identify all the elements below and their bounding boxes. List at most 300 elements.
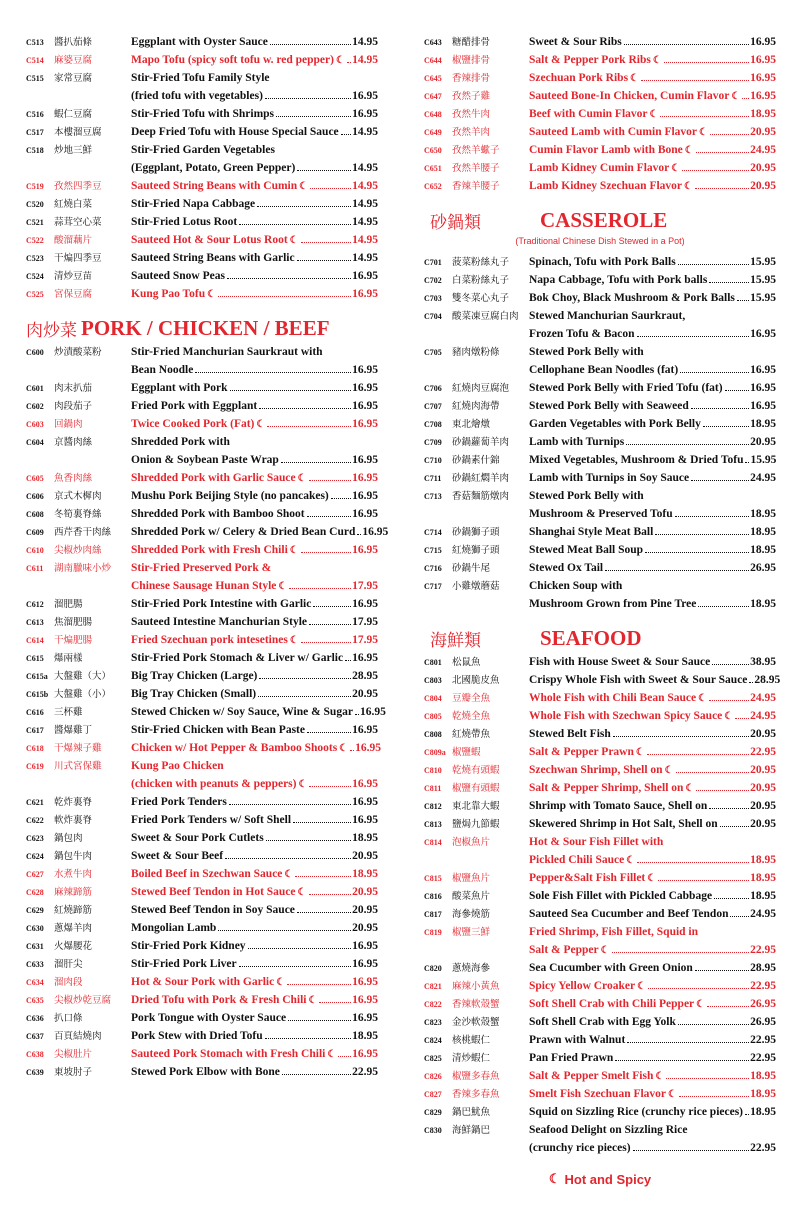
- menu-item: [424, 743, 776, 761]
- menu-item: [424, 523, 776, 541]
- item-name-text: Spinach, Tofu with Pork Balls: [529, 256, 676, 268]
- item-price: 26.95: [750, 998, 776, 1010]
- menu-item-line: [424, 361, 776, 379]
- item-name: [131, 649, 378, 667]
- menu-item: [26, 177, 378, 195]
- item-price: 18.95: [750, 1088, 776, 1100]
- item-price: 18.95: [352, 868, 378, 880]
- item-name-text: Sauteed Intestine Manchurian Style: [131, 616, 308, 628]
- leader-dots: [265, 1038, 352, 1039]
- item-name: [529, 923, 776, 941]
- item-name-text: Fried Pork with Eggplant: [131, 400, 258, 412]
- menu-item-line: [424, 833, 776, 851]
- item-name: [529, 51, 776, 70]
- menu-item: [26, 649, 378, 667]
- item-chinese-name: 海鮮鍋巴: [452, 1125, 491, 1136]
- menu-item-line: [424, 779, 776, 797]
- item-name-text: Sweet & Sour Pork Cutlets: [131, 832, 264, 844]
- item-name-text: Crispy Whole Fish with Sweet & Sour Sauce: [529, 674, 748, 686]
- item-name: [131, 775, 378, 794]
- chili-pepper-icon: ☾: [207, 289, 217, 300]
- menu-item-line: [26, 541, 378, 559]
- item-price: 16.95: [352, 1048, 378, 1060]
- leader-dots: [605, 570, 749, 571]
- leader-dots: [218, 296, 351, 297]
- leader-dots: [637, 336, 750, 337]
- item-name-text: Shredded Pork with Fresh Chili: [131, 544, 288, 556]
- item-name-text: Hot & Sour Pork with Garlic: [131, 976, 275, 988]
- item-name-text: Sauteed Lamb with Cumin Flavor: [529, 126, 698, 138]
- item-code: C515: [26, 74, 44, 83]
- chili-pepper-icon: ☾: [298, 779, 308, 790]
- item-name: [529, 123, 776, 142]
- item-name-text: Cumin Flavor Lamb with Bone: [529, 144, 683, 156]
- item-price: 22.95: [750, 980, 776, 992]
- chili-pepper-icon: ☾: [655, 1071, 665, 1082]
- item-code: C619: [26, 762, 44, 771]
- leader-dots: [664, 62, 749, 63]
- menu-item: [424, 1031, 776, 1049]
- item-name-text: Garden Vegetables with Pork Belly: [529, 418, 701, 430]
- item-code: C606: [26, 492, 44, 501]
- item-code: C648: [424, 110, 442, 119]
- item-name-text: Seafood Delight on Sizzling Rice: [529, 1124, 688, 1136]
- menu-item: [26, 105, 378, 123]
- item-chinese-name: 紅燒肉海帶: [452, 401, 500, 412]
- item-chinese-name: 蒜茸空心菜: [54, 217, 102, 228]
- leader-dots: [301, 552, 351, 553]
- item-name-text: Chicken Soup with: [529, 580, 623, 592]
- item-chinese-name: 香辣軟殼蟹: [452, 999, 500, 1010]
- item-name: [131, 361, 378, 379]
- item-name: [529, 541, 776, 559]
- item-chinese-name: 焦溜肥腸: [54, 617, 93, 628]
- leader-dots: [647, 754, 749, 755]
- item-code: C813: [424, 820, 442, 829]
- menu-item-line: [424, 307, 776, 325]
- item-price: 18.95: [750, 418, 776, 430]
- item-code: C513: [26, 38, 44, 47]
- item-price: 16.95: [352, 288, 378, 300]
- item-code: C628: [26, 888, 44, 897]
- item-name-text: Big Tray Chicken (Large): [131, 670, 258, 682]
- menu-item-line: [26, 721, 378, 739]
- menu-item-line: [424, 433, 776, 451]
- item-name: [529, 69, 776, 88]
- item-chinese-name: 溜肝尖: [54, 959, 83, 970]
- leader-dots: [309, 624, 351, 625]
- menu-item-line: [26, 685, 378, 703]
- item-name-text: Sauteed Snow Peas: [131, 270, 225, 282]
- menu-item-line: [424, 177, 776, 195]
- leader-dots: [239, 966, 352, 967]
- chili-pepper-icon: ☾: [630, 73, 640, 84]
- item-name-text: Fried Shrimp, Fish Fillet, Squid in: [529, 926, 699, 938]
- item-price: 18.95: [352, 1030, 378, 1042]
- menu-item-line: [424, 159, 776, 177]
- item-chinese-name: 炒漬酸菜粉: [54, 347, 102, 358]
- item-code: C517: [26, 128, 44, 137]
- menu-item-line: [424, 815, 776, 833]
- menu-item: [424, 379, 776, 397]
- item-chinese-name: 大盤雞（大）: [54, 671, 112, 682]
- menu-item: [424, 869, 776, 887]
- item-chinese-name: 湖南臘味小炒: [54, 563, 112, 574]
- item-chinese-name: 干煸四季豆: [54, 253, 102, 264]
- item-name: [529, 725, 776, 743]
- item-price: 22.95: [750, 1034, 776, 1046]
- menu-item: [26, 267, 378, 285]
- item-code: C647: [424, 92, 442, 101]
- leader-dots: [239, 224, 351, 225]
- item-name-text: Stir-Fried Tofu with Shrimps: [131, 108, 275, 120]
- menu-item-line: [26, 433, 378, 451]
- menu-item: [424, 707, 776, 725]
- leader-dots: [289, 588, 351, 589]
- menu-item-line: [424, 325, 776, 343]
- item-name: [131, 937, 378, 955]
- leader-dots: [297, 170, 351, 171]
- item-name: [131, 595, 378, 613]
- menu-item-line: [424, 995, 776, 1013]
- menu-item-line: [26, 811, 378, 829]
- menu-item: [26, 541, 378, 559]
- item-chinese-name: 清炒豆苗: [54, 271, 93, 282]
- leader-dots: [267, 426, 351, 427]
- item-code: C630: [26, 924, 44, 933]
- item-code: C817: [424, 910, 442, 919]
- menu-item-line: [26, 505, 378, 523]
- item-name-text: Sweet & Sour Beef: [131, 850, 224, 862]
- item-name-text: Napa Cabbage, Tofu with Pork balls: [529, 274, 708, 286]
- item-name: [131, 757, 378, 775]
- menu-item: [26, 721, 378, 739]
- menu-item: [424, 815, 776, 833]
- menu-item: [424, 577, 776, 613]
- leader-dots: [676, 772, 750, 773]
- item-code: C706: [424, 384, 442, 393]
- item-chinese-name: 炒地三鮮: [54, 145, 93, 156]
- menu-item-line: [424, 69, 776, 87]
- menu-item: [424, 87, 776, 105]
- item-name: [529, 671, 781, 689]
- leader-dots: [345, 660, 351, 661]
- item-name: [131, 559, 378, 577]
- item-code: C645: [424, 74, 442, 83]
- leader-dots: [714, 898, 749, 899]
- item-chinese-name: 尖椒肚片: [54, 1049, 93, 1060]
- item-name-text: Salt & Pepper: [529, 944, 599, 956]
- item-code: C519: [26, 182, 44, 191]
- item-chinese-name: 鍋包牛肉: [54, 851, 93, 862]
- menu-item: [26, 249, 378, 267]
- menu-item: [26, 285, 378, 303]
- menu-item-line: [26, 285, 378, 303]
- leader-dots: [297, 260, 352, 261]
- item-name: [529, 689, 776, 708]
- menu-item-line: [424, 487, 776, 505]
- leader-dots: [229, 804, 351, 805]
- item-price: 20.95: [750, 436, 776, 448]
- item-code: C636: [26, 1014, 44, 1023]
- item-name: [131, 123, 378, 141]
- item-price: 15.95: [750, 292, 776, 304]
- item-name: [529, 1049, 776, 1067]
- item-code: C652: [424, 182, 442, 191]
- leader-dots: [297, 912, 351, 913]
- menu-item: [26, 685, 378, 703]
- menu-item-line: [26, 123, 378, 141]
- item-chinese-name: 蔥爆羊肉: [54, 923, 93, 934]
- item-name: [529, 941, 776, 960]
- item-chinese-name: 干煸肥腸: [54, 635, 93, 646]
- item-chinese-name: 醬爆雞丁: [54, 725, 93, 736]
- chili-pepper-icon: ☾: [637, 981, 647, 992]
- item-name-text: Sole Fish Fillet with Pickled Cabbage: [529, 890, 713, 902]
- menu-item: [26, 487, 378, 505]
- leader-dots: [295, 876, 351, 877]
- item-name-text: Shredded Pork with Garlic Sauce: [131, 472, 296, 484]
- item-code: C651: [424, 164, 442, 173]
- item-code: C702: [424, 276, 442, 285]
- menu-item: [26, 231, 378, 249]
- menu-item-line: [424, 707, 776, 725]
- item-price: 18.95: [750, 544, 776, 556]
- item-name: [529, 141, 776, 160]
- item-name-text: Frozen Tofu & Bacon: [529, 328, 635, 340]
- item-name: [529, 869, 776, 888]
- item-name: [131, 343, 378, 361]
- leader-dots: [341, 134, 351, 135]
- item-name: [529, 523, 776, 541]
- menu-item-line: [424, 743, 776, 761]
- menu-item-line: [26, 649, 378, 667]
- item-chinese-name: 東北燴燉: [452, 419, 491, 430]
- menu-item-line: [26, 141, 378, 159]
- item-code: C644: [424, 56, 442, 65]
- item-name-text: Stewed Pork Belly with: [529, 490, 644, 502]
- item-name: [529, 559, 776, 577]
- item-code: C520: [26, 200, 44, 209]
- leader-dots: [655, 534, 749, 535]
- item-name-text: Sauteed Pork Stomach with Fresh Chili: [131, 1048, 326, 1060]
- item-chinese-name: 孜然羊肉: [452, 127, 491, 138]
- menu-item: [26, 523, 389, 541]
- item-code: C610: [26, 546, 44, 555]
- item-name: [131, 523, 389, 541]
- leader-dots: [678, 1024, 749, 1025]
- item-price: 16.95: [352, 598, 378, 610]
- item-name: [529, 1121, 776, 1139]
- item-name-text: Stewed Belt Fish: [529, 728, 611, 740]
- item-chinese-name: 孜然牛肉: [452, 109, 491, 120]
- item-name: [529, 433, 776, 451]
- item-code: C715: [424, 546, 442, 555]
- item-chinese-name: 鍋包肉: [54, 833, 83, 844]
- item-chinese-name: 乾炸裏脊: [54, 797, 93, 808]
- leader-dots: [695, 970, 749, 971]
- menu-item: [424, 779, 776, 797]
- item-price: 20.95: [750, 728, 776, 740]
- item-name-text: Sauteed Sea Cucumber and Beef Tendon: [529, 908, 729, 920]
- menu-item-line: [26, 523, 389, 541]
- item-price: 14.95: [352, 126, 378, 138]
- item-chinese-name: 尖椒炒乾豆腐: [54, 995, 112, 1006]
- menu-item-line: [424, 541, 776, 559]
- item-code: C816: [424, 892, 442, 901]
- item-name-text: Sauteed Bone-In Chicken, Cumin Flavor: [529, 90, 730, 102]
- item-price: 16.95: [352, 90, 378, 102]
- item-code: C805: [424, 712, 442, 721]
- menu-item-line: [424, 469, 776, 487]
- item-price: 20.95: [750, 764, 776, 776]
- item-name-text: Pork Tongue with Oyster Sauce: [131, 1012, 287, 1024]
- leader-dots: [695, 188, 749, 189]
- menu-item-line: [26, 51, 378, 69]
- item-name-text: Sauteed Hot & Sour Lotus Root: [131, 234, 288, 246]
- leader-dots: [691, 408, 749, 409]
- item-name-text: Shrimp with Tomato Sauce, Shell on: [529, 800, 708, 812]
- item-name-text: Stir-Fried Pork Intestine with Garlic: [131, 598, 312, 610]
- item-name: [131, 847, 378, 865]
- item-price: 14.95: [352, 162, 378, 174]
- chili-pepper-icon: ☾: [652, 55, 662, 66]
- item-name-text: Mushu Pork Beijing Style (no pancakes): [131, 490, 329, 502]
- item-name: [131, 1027, 378, 1045]
- leader-dots: [745, 1114, 749, 1115]
- item-name-text: Chicken w/ Hot Pepper & Bamboo Shoots: [131, 742, 338, 754]
- item-price: 22.95: [750, 746, 776, 758]
- item-price: 20.95: [750, 800, 776, 812]
- menu-item-line: [424, 941, 776, 959]
- menu-item: [424, 671, 781, 689]
- item-chinese-name: 爆兩樣: [54, 653, 83, 664]
- chili-pepper-icon: ☾: [699, 127, 709, 138]
- leader-dots: [357, 534, 361, 535]
- leader-dots: [648, 988, 749, 989]
- menu-item-line: [424, 1121, 776, 1139]
- leader-dots: [310, 188, 351, 189]
- item-code: C710: [424, 456, 442, 465]
- menu-item: [424, 995, 776, 1013]
- item-price: 20.95: [750, 818, 776, 830]
- item-price: 18.95: [750, 526, 776, 538]
- leader-dots: [355, 714, 359, 715]
- item-code: C604: [26, 438, 44, 447]
- item-name-text: Mapo Tofu (spicy soft tofu w. red pepper): [131, 54, 334, 66]
- chili-pepper-icon: ☾: [685, 783, 695, 794]
- item-chinese-name: 金沙軟殼蟹: [452, 1017, 500, 1028]
- menu-item-line: [424, 959, 776, 977]
- item-price: 18.95: [750, 508, 776, 520]
- menu-item: [26, 919, 378, 937]
- item-name: [131, 739, 382, 758]
- item-code: C605: [26, 474, 44, 483]
- item-name: [131, 267, 378, 285]
- item-chinese-name: 西芹香干肉絲: [54, 527, 112, 538]
- leader-dots: [612, 952, 750, 953]
- section-title-chinese: 海鮮類: [430, 630, 481, 651]
- item-name-text: Stir-Fried Pork Kidney: [131, 940, 246, 952]
- menu-item-line: [424, 689, 776, 707]
- leader-dots: [281, 462, 351, 463]
- item-name-text: Shredded Pork w/ Celery & Dried Bean Curd: [131, 526, 356, 538]
- leader-dots: [218, 930, 351, 931]
- item-code: C708: [424, 420, 442, 429]
- leader-dots: [658, 880, 749, 881]
- item-name: [529, 1013, 776, 1031]
- leader-dots: [696, 152, 749, 153]
- item-name: [131, 721, 378, 739]
- item-name: [529, 851, 776, 870]
- item-chinese-name: 香辣排骨: [452, 73, 491, 84]
- menu-item: [424, 289, 776, 307]
- menu-item-line: [424, 1103, 776, 1121]
- item-code: C609: [26, 528, 44, 537]
- item-name-text: Sea Cucumber with Green Onion: [529, 962, 693, 974]
- chili-pepper-icon: ☾: [299, 181, 309, 192]
- item-price: 16.95: [750, 364, 776, 376]
- item-price: 24.95: [750, 908, 776, 920]
- leader-dots: [645, 552, 749, 553]
- item-name: [131, 195, 378, 213]
- menu-item-line: [26, 469, 378, 487]
- item-chinese-name: 百頁結燒肉: [54, 1031, 102, 1042]
- menu-item-line: [424, 33, 776, 51]
- menu-item-line: [26, 919, 378, 937]
- item-name-text: Mongolian Lamb: [131, 922, 217, 934]
- item-name: [529, 905, 776, 923]
- menu-item: [424, 1085, 776, 1103]
- menu-item: [424, 487, 776, 523]
- item-name-text: Boiled Beef in Szechwan Sauce: [131, 868, 283, 880]
- item-name: [131, 141, 378, 159]
- item-name-text: Stir-Fried Preserved Pork &: [131, 562, 272, 574]
- menu-item: [424, 725, 776, 743]
- item-name: [131, 505, 378, 523]
- item-chinese-name: 川式宮保雞: [54, 761, 102, 772]
- item-code: C717: [424, 582, 442, 591]
- menu-item: [26, 739, 382, 757]
- leader-dots: [301, 242, 352, 243]
- menu-item-line: [26, 177, 378, 195]
- leader-dots: [265, 98, 351, 99]
- item-name-text: Fish with House Sweet & Sour Sauce: [529, 656, 711, 668]
- item-chinese-name: 肉段茄子: [54, 401, 93, 412]
- item-price: 16.95: [352, 508, 378, 520]
- item-chinese-name: 孜然羊蠍子: [452, 145, 500, 156]
- item-name-text: Hot & Sour Fish Fillet with: [529, 836, 664, 848]
- menu-item: [424, 469, 776, 487]
- item-name-text: Squid on Sizzling Rice (crunchy rice pieces): [529, 1106, 744, 1118]
- chili-pepper-icon: ☾: [668, 1089, 678, 1100]
- item-chinese-name: 麻辣小黃魚: [452, 981, 500, 992]
- item-chinese-name: 蝦仁豆腐: [54, 109, 93, 120]
- item-name: [529, 1139, 776, 1157]
- item-name: [529, 307, 776, 325]
- item-name: [529, 271, 776, 289]
- item-name: [529, 995, 776, 1014]
- item-price: 16.95: [750, 72, 776, 84]
- menu-item-line: [26, 69, 378, 87]
- menu-item-line: [424, 1139, 776, 1157]
- item-chinese-name: 砂鍋牛尾: [452, 563, 491, 574]
- menu-item: [424, 141, 776, 159]
- item-name: [529, 1085, 776, 1104]
- item-name-text: Shredded Pork with Bamboo Shoot: [131, 508, 305, 520]
- chili-pepper-icon: ☾: [278, 581, 288, 592]
- item-price: 18.95: [750, 1070, 776, 1082]
